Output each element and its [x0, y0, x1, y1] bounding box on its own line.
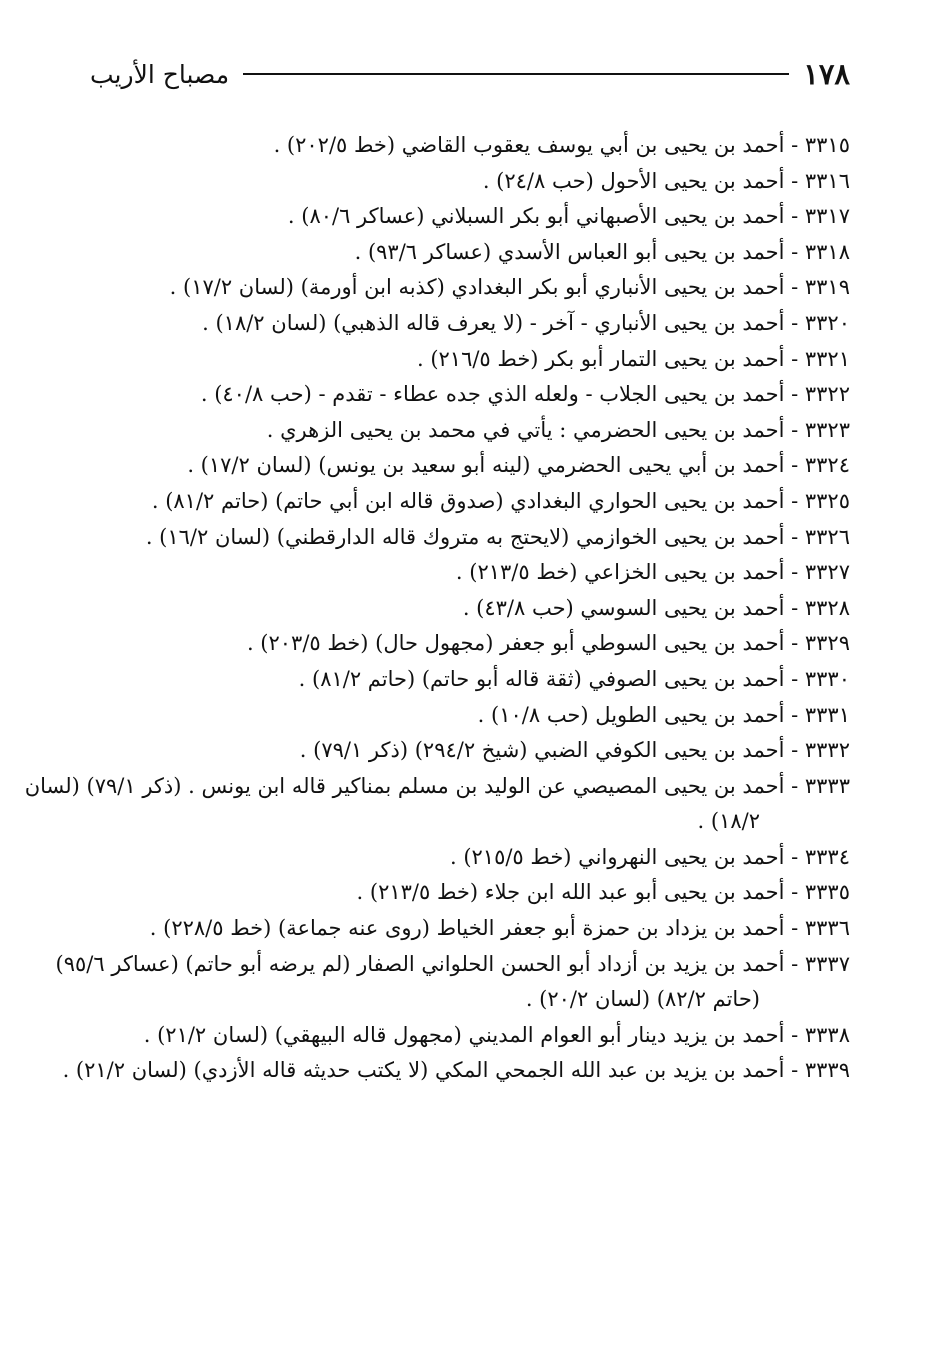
entry-text: أحمد بن يحيى السوطي أبو جعفر (مجهول حال) (خط ٢٠٣/٥) .: [246, 631, 785, 656]
entry-text: أحمد بن يزداد بن حمزة أبو جعفر الخياط (روى عنه جماعة) (خط ٢٢٨/٥) .: [149, 916, 785, 941]
entry-text: أحمد بن يحيى الكوفي الضبي (شيخ ٢٩٤/٢) (ذكر ٧٩/١) .: [299, 738, 785, 763]
entry: ٣٣٢٨ - أحمد بن يحيى السوسي (حب ٤٣/٨) .: [462, 595, 850, 620]
entry-text: أحمد بن يحيى السوسي (حب ٤٣/٨) .: [462, 595, 785, 620]
entry-text: أحمد بن يحيى المصيصي عن الوليد بن مسلم بمناكير قاله ابن يونس . (ذكر ٧٩/١) (لسان: [24, 773, 785, 798]
entry-number: ٣٣٣٥: [804, 880, 850, 905]
entry-text: أحمد بن يحيى الصوفي (ثقة قاله أبو حاتم) (حاتم ٨١/٢) .: [298, 666, 785, 691]
page-number: ١٧٨: [803, 57, 850, 91]
entry-text: أحمد بن يزيد دينار أبو العوام المديني (مجهول قاله البيهقي) (لسان ٢١/٢) .: [143, 1022, 785, 1047]
entry: ٣٣٣٣ - أحمد بن يحيى المصيصي عن الوليد بن مسلم بمناكير قاله ابن يونس . (ذكر ٧٩/١) (لسان ١٨/٢) .: [66, 769, 850, 840]
header-rule: [243, 73, 789, 75]
entry: ٣٣٢٥ - أحمد بن يحيى الحواري البغدادي (صدوق قاله ابن أبي حاتم) (حاتم ٨١/٢) .: [151, 488, 850, 513]
entry-text: أحمد بن يحيى الطويل (حب ١٠/٨) .: [477, 702, 785, 727]
entry-number: ٣٣٣٩: [804, 1058, 850, 1083]
entry-number: ٣٣٢٧: [804, 560, 850, 585]
page-header: [90, 52, 850, 96]
entry: ٣٣٢٧ - أحمد بن يحيى الخزاعي (خط ٢١٣/٥) .: [455, 560, 850, 585]
entry: ٣٣٣٠ - أحمد بن يحيى الصوفي (ثقة قاله أبو حاتم) (حاتم ٨١/٢) .: [298, 666, 850, 691]
entry: ٣٣٣٩ - أحمد بن يزيد بن عبد الله الجمحي المكي (لا يكتب حديثه قاله الأزدي) (لسان ٢١/٢) .: [62, 1058, 850, 1083]
entry-number: ٣٣٢٨: [804, 595, 850, 620]
entry-text: أحمد بن يحيى الأصبهاني أبو بكر السبلاني (عساكر ٨٠/٦) .: [287, 204, 785, 229]
entry: ٣٣٢٩ - أحمد بن يحيى السوطي أبو جعفر (مجهول حال) (خط ٢٠٣/٥) .: [246, 631, 850, 656]
entry: ٣٣٣٦ - أحمد بن يزداد بن حمزة أبو جعفر الخياط (روى عنه جماعة) (خط ٢٢٨/٥) .: [149, 916, 850, 941]
entry: ٣٣١٨ - أحمد بن يحيى أبو العباس الأسدي (عساكر ٩٣/٦) .: [354, 239, 850, 264]
entry-number: ٣٣٢٩: [804, 631, 850, 656]
entry-number: ٣٣٣٠: [804, 666, 850, 691]
entry-text: أحمد بن يحيى أبو عبد الله ابن جلاء (خط ٢١٣/٥) .: [356, 880, 785, 905]
entry-number: ٣٣٣٨: [804, 1022, 850, 1047]
entry: ٣٣٢٢ - أحمد بن يحيى الجلاب - ولعله الذي جده عطاء - تقدم - (حب ٤٠/٨) .: [200, 382, 850, 407]
entry-text: أحمد بن يحيى الأحول (حب ٢٤/٨) .: [482, 168, 785, 193]
entry: ٣٣٣٨ - أحمد بن يزيد دينار أبو العوام المديني (مجهول قاله البيهقي) (لسان ٢١/٢) .: [143, 1022, 850, 1047]
entry-text: أحمد بن أبي يحيى الحضرمي (لينه أبو سعيد بن يونس) (لسان ١٧/٢) .: [187, 453, 785, 478]
entry: ٣٣٣٤ - أحمد بن يحيى النهرواني (خط ٢١٥/٥) .: [449, 844, 850, 869]
entry-number: ٣٣١٦: [804, 168, 850, 193]
entry-number: ٣٣٣٧: [804, 951, 850, 976]
entry: ٣٣٣٧ - أحمد بن يزيد بن أزداد أبو الحسن الحلواني الصفار (لم يرضه أبو حاتم) (عساكر ٩٥/٦) (حاتم ٨٢/٢) (لسان ٢٠/٢) .: [66, 947, 850, 1018]
entry: ٣٣٢٤ - أحمد بن أبي يحيى الحضرمي (لينه أبو سعيد بن يونس) (لسان ١٧/٢) .: [187, 453, 850, 478]
entry: ٣٣٢٣ - أحمد بن يحيى الحضرمي : يأتي في محمد بن يحيى الزهري .: [266, 417, 850, 442]
entry-text: أحمد بن يحيى التمار أبو بكر (خط ٢١٦/٥) .: [416, 346, 785, 371]
entry-number: ٣٣٢٢: [804, 382, 850, 407]
entry-number: ٣٣٢٣: [804, 417, 850, 442]
entry: ٣٣٣٥ - أحمد بن يحيى أبو عبد الله ابن جلاء (خط ٢١٣/٥) .: [356, 880, 850, 905]
entry-number: ٣٣١٥: [804, 133, 850, 157]
entry-number: ٣٣٣١: [804, 702, 850, 727]
entry-text: أحمد بن يحيى الخوازمي (لايحتج به متروك قاله الدارقطني) (لسان ١٦/٢) .: [145, 524, 785, 549]
entry-text: أحمد بن يحيى الحواري البغدادي (صدوق قاله ابن أبي حاتم) (حاتم ٨١/٢) .: [151, 488, 785, 513]
entry: ٣٣١٥ - أحمد بن يحيى بن أبي يوسف يعقوب القاضي (خط ٢٠٢/٥) .: [273, 133, 850, 157]
entry-list: [24, 128, 850, 1089]
entry-number: ٣٣٢١: [804, 346, 850, 371]
entry-text: أحمد بن يحيى الجلاب - ولعله الذي جده عطاء - تقدم - (حب ٤٠/٨) .: [200, 382, 785, 407]
entry-number: ٣٣٣٤: [804, 844, 850, 869]
entry: ٣٣٣٢ - أحمد بن يحيى الكوفي الضبي (شيخ ٢٩٤/٢) (ذكر ٧٩/١) .: [299, 738, 850, 763]
entry: ٣٣٢٦ - أحمد بن يحيى الخوازمي (لايحتج به متروك قاله الدارقطني) (لسان ١٦/٢) .: [145, 524, 850, 549]
entry-text: أحمد بن يحيى بن أبي يوسف يعقوب القاضي (خط ٢٠٢/٥) .: [273, 133, 785, 157]
entry-text: أحمد بن يحيى الحضرمي : يأتي في محمد بن يحيى الزهري .: [266, 417, 785, 442]
entry: ٣٣٢١ - أحمد بن يحيى التمار أبو بكر (خط ٢١٦/٥) .: [416, 346, 850, 371]
entry-text: أحمد بن يحيى النهرواني (خط ٢١٥/٥) .: [449, 844, 785, 869]
entry-number: ٣٣٢٤: [804, 453, 850, 478]
entry-number: ٣٣٢٥: [804, 488, 850, 513]
entry-text: أحمد بن يحيى الأنباري - آخر - (لا يعرف قاله الذهبي) (لسان ١٨/٢) .: [202, 310, 785, 335]
entry: ٣٣٢٠ - أحمد بن يحيى الأنباري - آخر - (لا يعرف قاله الذهبي) (لسان ١٨/٢) .: [202, 310, 850, 335]
entry-number: ٣٣١٨: [804, 239, 850, 264]
book-title: مصباح الأريب: [90, 59, 230, 89]
entry-continuation: (حاتم ٨٢/٢) (لسان ٢٠/٢) .: [525, 987, 760, 1012]
entry-number: ٣٣١٧: [804, 204, 850, 229]
entry-text: أحمد بن يحيى الأنباري أبو بكر البغدادي (كذبه ابن أورمة) (لسان ١٧/٢) .: [169, 275, 785, 300]
entry: ٣٣١٧ - أحمد بن يحيى الأصبهاني أبو بكر السبلاني (عساكر ٨٠/٦) .: [287, 204, 850, 229]
entry-number: ٣٣٣٦: [804, 916, 850, 941]
entry-number: ٣٣٢٠: [804, 310, 850, 335]
entry-text: أحمد بن يحيى أبو العباس الأسدي (عساكر ٩٣/٦) .: [354, 239, 785, 264]
entry-text: أحمد بن يحيى الخزاعي (خط ٢١٣/٥) .: [455, 560, 785, 585]
entry-number: ٣٣٣٣: [804, 773, 850, 798]
entry: ٣٣١٦ - أحمد بن يحيى الأحول (حب ٢٤/٨) .: [482, 168, 850, 193]
entry-text: أحمد بن يزيد بن أزداد أبو الحسن الحلواني الصفار (لم يرضه أبو حاتم) (عساكر ٩٥/٦): [55, 951, 785, 976]
entry-number: ٣٣١٩: [804, 275, 850, 300]
entry-number: ٣٣٢٦: [804, 524, 850, 549]
entry-text: أحمد بن يزيد بن عبد الله الجمحي المكي (لا يكتب حديثه قاله الأزدي) (لسان ٢١/٢) .: [62, 1058, 785, 1083]
entry-number: ٣٣٣٢: [804, 738, 850, 763]
entry: ٣٣١٩ - أحمد بن يحيى الأنباري أبو بكر البغدادي (كذبه ابن أورمة) (لسان ١٧/٢) .: [169, 275, 850, 300]
entry-continuation: ١٨/٢) .: [697, 809, 760, 834]
entry: ٣٣٣١ - أحمد بن يحيى الطويل (حب ١٠/٨) .: [477, 702, 850, 727]
